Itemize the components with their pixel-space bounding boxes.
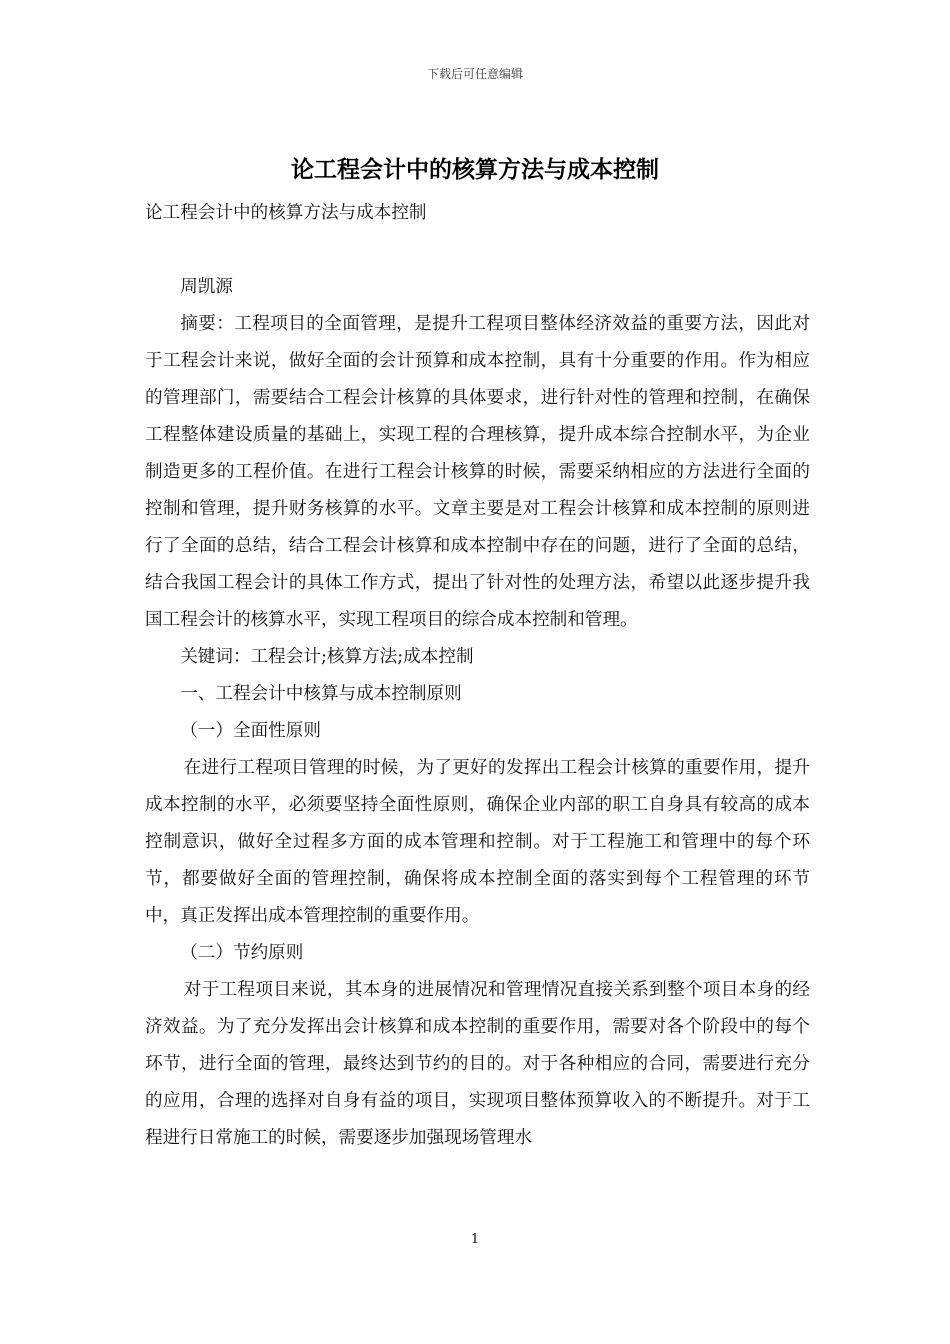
body-paragraph-2: 对于工程项目来说，其本身的进展情况和管理情况直接关系到整个项目本身的经济效益。为了充分发挥出会计核算和成本控制的重要作用，需要对各个阶段中的每个环节，进行全面的管理，最终达到节约的目的。对于各种相应的合同，需要进行充分的应用，合理的选择对自身有益的项目，实现项目整体预算收入的不断提升。对于工程进行日常施工的时候，需要逐步加强现场管理水 xyxy=(145,980,810,1148)
section-heading-1: 一、工程会计中核算与成本控制原则 xyxy=(180,684,462,704)
document-body xyxy=(145,195,810,1157)
body-paragraph-1: 在进行工程项目管理的时候，为了更好的发挥出工程会计核算的重要作用，提升成本控制的水平，必须要坚持全面性原则，确保企业内部的职工自身具有较高的成本控制意识，做好全过程多方面的成本管理和控制。对于工程施工和管理中的每个环节，都要做好全面的管理控制，确保将成本控制全面的落实到每个工程管理的环节中，真正发挥出成本管理控制的重要作用。 xyxy=(145,758,810,926)
document-subtitle: 论工程会计中的核算方法与成本控制 xyxy=(145,203,427,223)
abstract-paragraph: 摘要：工程项目的全面管理，是提升工程项目整体经济效益的重要方法，因此对于工程会计来说，做好全面的会计预算和成本控制，具有十分重要的作用。作为相应的管理部门，需要结合工程会计核算的具体要求，进行针对性的管理和控制，在确保工程整体建设质量的基础上，实现工程的合理核算，提升成本综合控制水平，为企业制造更多的工程价值。在进行工程会计核算的时候，需要采纳相应的方法进行全面的控制和管理，提升财务核算的水平。文章主要是对工程会计核算和成本控制的原则进行了全面的总结，结合工程会计核算和成本控制中存在的问题，进行了全面的总结，结合我国工程会计的具体工作方式，提出了针对性的处理方法，希望以此逐步提升我国工程会计的核算水平，实现工程项目的综合成本控制和管理。 xyxy=(145,314,810,630)
author-name: 周凯源 xyxy=(180,277,233,297)
page-header: 下载后可任意编辑 xyxy=(426,67,523,81)
page-number: 1 xyxy=(470,1232,480,1247)
keywords-line: 关键词：工程会计;核算方法;成本控制 xyxy=(180,647,474,667)
blank-line xyxy=(145,232,810,269)
subsection-heading-1: （一）全面性原则 xyxy=(180,721,321,741)
document-title: 论工程会计中的核算方法与成本控制 xyxy=(291,157,659,183)
subsection-heading-2: （二）节约原则 xyxy=(180,943,304,963)
